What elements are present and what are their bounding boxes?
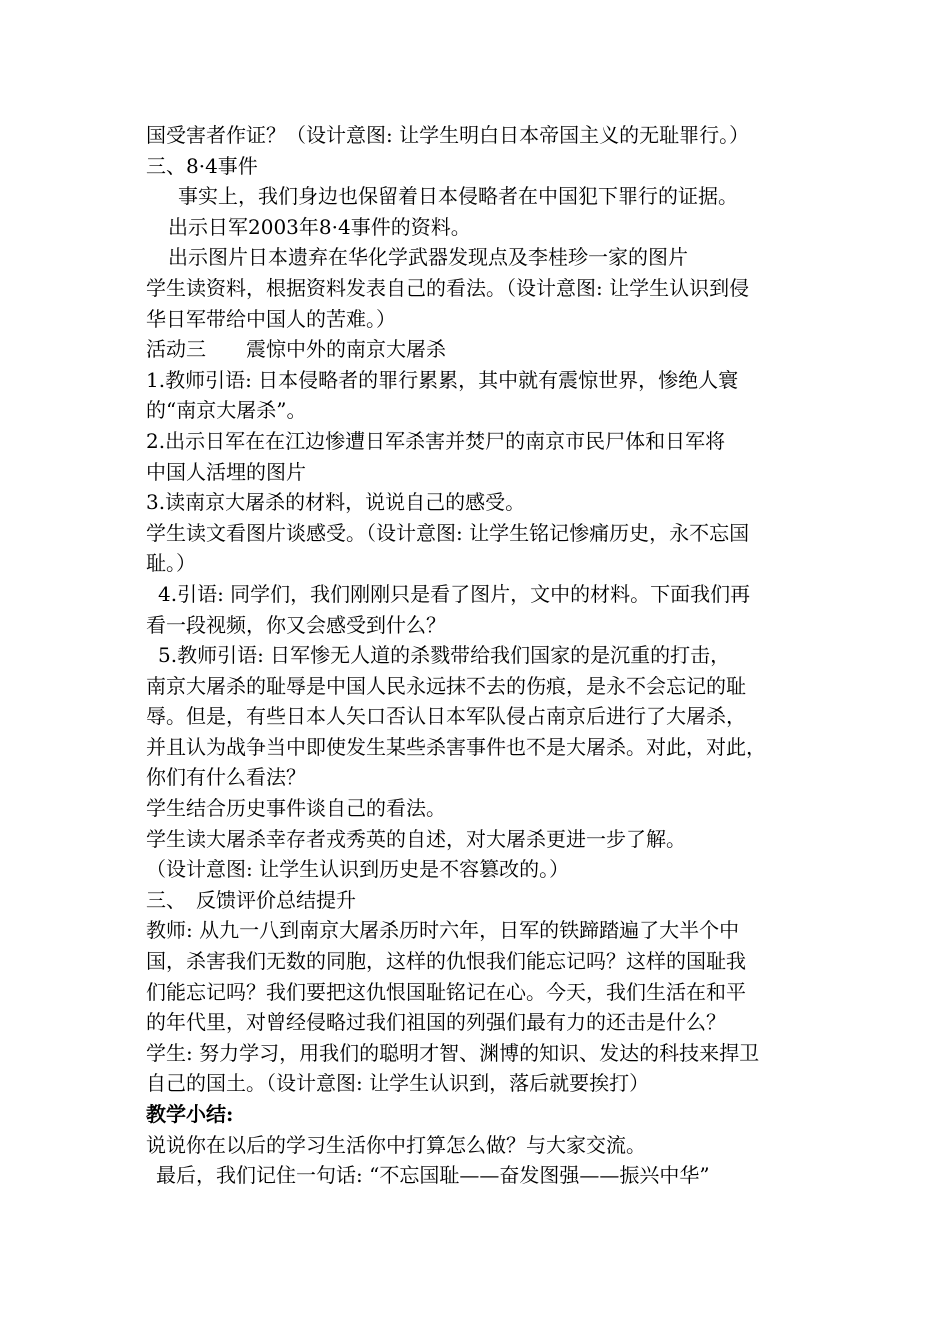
document-line: 耻。） bbox=[146, 551, 196, 576]
document-line: 的年代里，对曾经侵略过我们祖国的列强们最有力的还击是什么？ bbox=[146, 1010, 726, 1035]
document-line: 学生读大屠杀幸存者戎秀英的自述，对大屠杀更进一步了解。 bbox=[146, 826, 686, 851]
document-line: 看一段视频，你又会感受到什么？ bbox=[146, 612, 446, 637]
document-line: 辱。但是，有些日本人矢口否认日本军队侵占南京后进行了大屠杀， bbox=[146, 704, 746, 729]
document-line: 教师: 从九一八到南京大屠杀历时六年，日军的铁蹄踏遍了大半个中 bbox=[146, 918, 740, 943]
document-line: 并且认为战争当中即使发生某些杀害事件也不是大屠杀。对此，对此， bbox=[146, 734, 766, 759]
document-line: 们能忘记吗？我们要把这仇恨国耻铭记在心。今天，我们生活在和平 bbox=[146, 979, 746, 1004]
document-line: 华日军带给中国人的苦难。） bbox=[146, 306, 396, 331]
document-line: 1.教师引语: 日本侵略者的罪行累累，其中就有震惊世界，惨绝人寰 bbox=[146, 367, 739, 392]
document-line: 出示图片日本遗弃在华化学武器发现点及李桂珍一家的图片 bbox=[168, 245, 688, 270]
document-line: 中国人活埋的图片 bbox=[146, 459, 306, 484]
document-line: 南京大屠杀的耻辱是中国人民永远抹不去的伤痕，是永不会忘记的耻 bbox=[146, 673, 746, 698]
document-line: 出示日军2003年8·4事件的资料。 bbox=[168, 214, 471, 239]
document-line: 事实上，我们身边也保留着日本侵略者在中国犯下罪行的证据。 bbox=[178, 184, 738, 209]
document-line: 2.出示日军在在江边惨遭日军杀害并焚尸的南京市民尸体和日军将 bbox=[146, 428, 726, 453]
document-line: 3.读南京大屠杀的材料，说说自己的感受。 bbox=[146, 490, 526, 515]
document-line: 说说你在以后的学习生活你中打算怎么做？与大家交流。 bbox=[146, 1132, 646, 1157]
document-line: 学生结合历史事件谈自己的看法。 bbox=[146, 796, 446, 821]
document-line: 4.引语: 同学们，我们刚刚只是看了图片，文中的材料。下面我们再 bbox=[158, 581, 751, 606]
document-line: 你们有什么看法？ bbox=[146, 765, 306, 790]
document-line: 三、 反馈评价总结提升 bbox=[146, 887, 356, 912]
document-line: 5.教师引语: 日军惨无人道的杀戮带给我们国家的是沉重的打击， bbox=[158, 643, 731, 668]
document-line: 的“南京大屠杀”。 bbox=[146, 398, 307, 423]
document-line: 学生读文看图片谈感受。（设计意图: 让学生铭记惨痛历史，永不忘国 bbox=[146, 520, 750, 545]
document-line: 活动三 震惊中外的南京大屠杀 bbox=[146, 337, 446, 362]
document-line: 最后，我们记住一句话: “不忘国耻——奋发图强——振兴中华” bbox=[156, 1163, 710, 1188]
document-line: 学生读资料，根据资料发表自己的看法。（设计意图: 让学生认识到侵 bbox=[146, 275, 750, 300]
document-line: 三、8·4事件 bbox=[146, 153, 258, 178]
section-heading: 教学小结: bbox=[146, 1102, 234, 1126]
document-line: 国受害者作证？（设计意图: 让学生明白日本帝国主义的无耻罪行。） bbox=[146, 123, 750, 147]
document-line: 自己的国土。（设计意图: 让学生认识到，落后就要挨打） bbox=[146, 1071, 650, 1096]
document-line: （设计意图: 让学生认识到历史是不容篡改的。） bbox=[146, 857, 570, 882]
document-line: 国，杀害我们无数的同胞，这样的仇恨我们能忘记吗？这样的国耻我 bbox=[146, 949, 746, 974]
document-line: 学生: 努力学习，用我们的聪明才智、渊博的知识、发达的科技来捍卫 bbox=[146, 1040, 760, 1065]
document-body bbox=[146, 120, 816, 1191]
